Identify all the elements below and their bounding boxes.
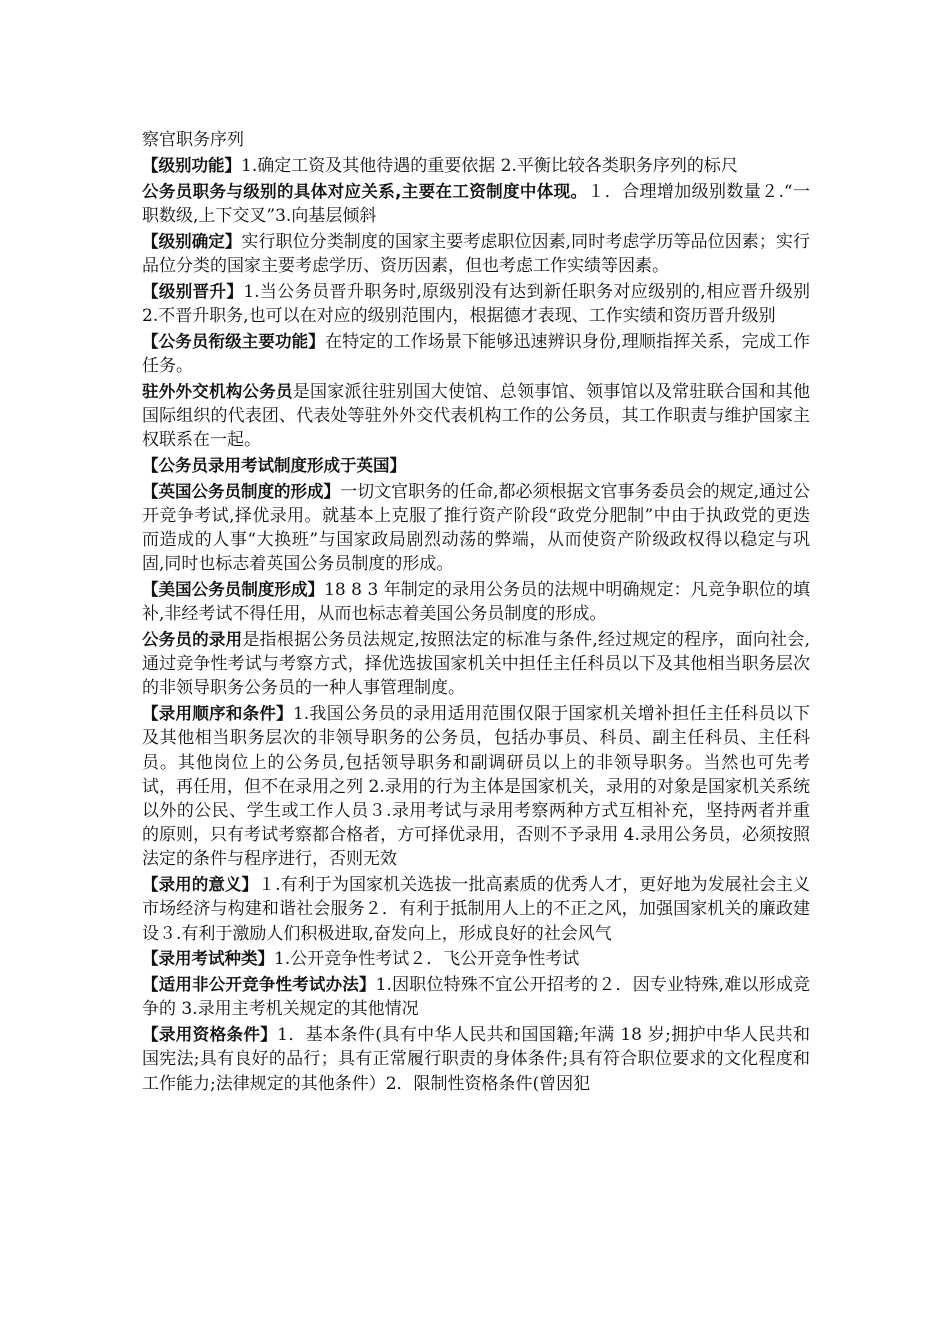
paragraph-heading: 【录用资格条件】 <box>142 1025 278 1045</box>
paragraph-text: 1．基本条件(具有中华人民共和国国籍;年满 18 岁;拥护中华人民共和国宪法;具有良好的品行；具有正常履行职责的身体条件;具有符合职位要求的文化程度和工作能力;法律规定的其他条件）2．限制性资格条件(曾因犯 <box>142 1025 811 1094</box>
paragraph-text: １．合理增加级别数量２.“一职数级,上下交叉”3.向基层倾斜 <box>142 181 810 226</box>
paragraph-8 <box>142 480 810 577</box>
paragraph-heading: 【公务员衔级主要功能】 <box>142 331 325 351</box>
paragraph-text: 1.当公务员晋升职务时,原级别没有达到新任职务对应级别的,相应晋升级别 2.不晋升职务,也可以在对应的级别范围内，根据德才表现、工作实绩和资历晋升级别 <box>142 281 811 326</box>
paragraph-text: 是国家派往驻别国大使馆、总领事馆、领事馆以及常驻联合国和其他国际组织的代表团、代表处等驻外外交代表机构工作的公务员，其工作职责与维护国家主权联系在一起。 <box>142 381 810 450</box>
paragraph-12 <box>142 873 810 946</box>
paragraph-text: 18 8 3 年制定的录用公务员的法规中明确规定：凡竞争职位的填补,非经考试不得任用，从而也标志着美国公务员制度的形成。 <box>142 580 810 625</box>
paragraph-4 <box>142 280 810 328</box>
paragraph-heading: 公务员职务与级别的具体对应关系,主要在工资制度中体现。 <box>142 181 588 201</box>
paragraph-heading: 【级别确定】 <box>142 231 242 251</box>
paragraph-text: 1.因职位特殊不宜公开招考的２．因专业特殊,难以形成竞争的 3.录用主考机关规定的其他情况 <box>142 975 811 1020</box>
paragraph-heading: 【级别晋升】 <box>142 281 244 301</box>
paragraph-text: 实行职位分类制度的国家主要考虑职位因素,同时考虑学历等品位因素；实行品位分类的国家主要考虑学历、资历因素，但也考虑工作实绩等因素。 <box>142 231 811 276</box>
paragraph-5 <box>142 330 810 378</box>
paragraph-heading: 【录用的意义】 <box>142 875 259 895</box>
paragraph-text: 察官职务序列 <box>142 130 244 150</box>
paragraph-heading: 【录用考试种类】 <box>142 949 274 969</box>
paragraph-text: １.有利于为国家机关选拔一批高素质的优秀人才，更好地为发展社会主义市场经济与构建和谐社会服务２．有利于抵制用人上的不正之风，加强国家机关的廉政建设３.有利于激励人们积极进取,奋发向上，形成良好的社会风气 <box>142 875 811 944</box>
paragraph-text: 1.公开竞争性考试２．飞公开竞争性考试 <box>274 949 580 970</box>
paragraph-heading: 驻外外交机构公务员 <box>142 381 293 401</box>
paragraph-6 <box>142 380 810 453</box>
paragraph-heading: 【公务员录用考试制度形成于英国】 <box>142 455 406 475</box>
document-page <box>142 128 810 1097</box>
paragraph-11 <box>142 702 810 871</box>
paragraph-0 <box>142 128 810 152</box>
paragraph-7 <box>142 454 810 478</box>
paragraph-heading: 【英国公务员制度的形成】 <box>142 481 341 501</box>
paragraph-text: 在特定的工作场景下能够迅速辨识身份,理顺指挥关系，完成工作任务。 <box>142 331 810 376</box>
paragraph-3 <box>142 230 810 278</box>
paragraph-9 <box>142 578 810 626</box>
paragraph-text: 1.我国公务员的录用适用范围仅限于国家机关增补担任主任科员以下及其他相当职务层次的非领导职务的公务员，包括办事员、科员、副主任科员、主任科员。其他岗位上的公务员,包括领导职务和副调研员以上的非领导职务。当然也可先考试，再任用，但不在录用之列 2.录用的行为主体是国家机关，录用的对象是国家机关系统以外的公民、学生或工作人员３.录用考试与录用考察两种方式互相补充，坚持两者并重的原则，只有考试考察都合格者，方可择优录用，否则不予录用 4.录用公务员，必须按照法定的条件与程序进行，否则无效 <box>142 704 811 870</box>
paragraph-2 <box>142 180 810 228</box>
paragraph-text: 一切文官职务的任命,都必须根据文官事务委员会的规定,通过公开竞争考试,择优录用。就基本上克服了推行资产阶段“政党分肥制”中由于执政党的更迭而造成的人事“大换班”与国家政局剧烈动荡的弊端，从而使资产阶级政权得以稳定与巩固,同时也标志着英国公务员制度的形成。 <box>142 481 811 575</box>
paragraph-heading: 【录用顺序和条件】 <box>142 704 293 724</box>
paragraph-text: 1.确定工资及其他待遇的重要依据 2.平衡比较各类职务序列的标尺 <box>241 155 738 176</box>
paragraph-14 <box>142 973 810 1021</box>
paragraph-15 <box>142 1023 810 1096</box>
paragraph-heading: 公务员的录用 <box>142 630 243 649</box>
paragraph-text: 是指根据公务员法规定,按照法定的标准与条件,经过规定的程序，面向社会,通过竞争性考试与考察方式，择优选拔国家机关中担任主任科员以下及其他相当职务层次的非领导职务公务员的一种人事管理制度。 <box>142 630 811 699</box>
paragraph-13 <box>142 947 810 971</box>
paragraph-heading: 【适用非公开竞争性考试办法】 <box>142 975 376 995</box>
paragraph-10 <box>142 628 810 701</box>
paragraph-heading: 【级别功能】 <box>142 155 241 175</box>
paragraph-1 <box>142 154 810 178</box>
paragraph-heading: 【美国公务员制度形成】 <box>142 580 325 599</box>
